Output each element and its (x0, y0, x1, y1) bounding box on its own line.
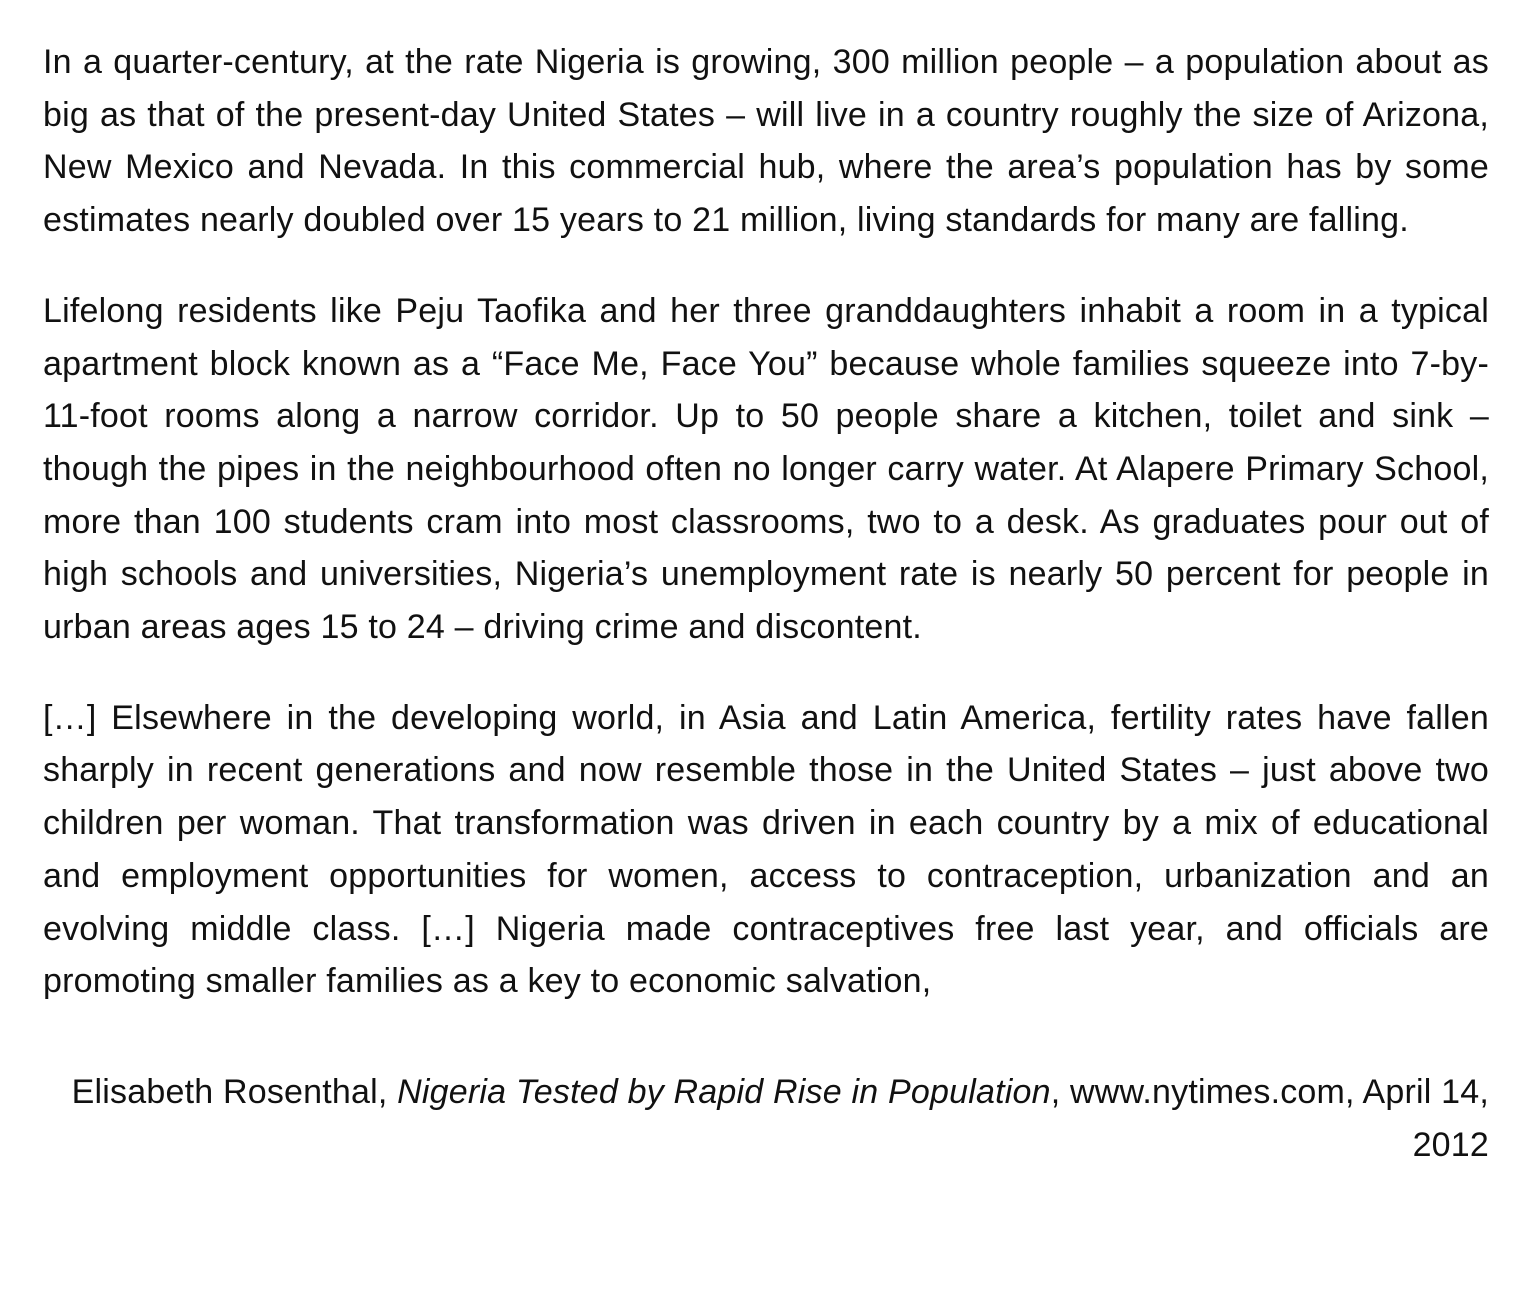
paragraph-3: […] Elsewhere in the developing world, in Asia and Latin America, fertility rates have fallen sharply in recent generations and now resemble those in the United States – just above two children per woman. That transformation was driven in each country by a mix of educational and employment opportunities for women, access to contraception, urbanization and an evolving middle class. […] Nigeria made contraceptives free last year, and officials are promoting smaller families as a key to economic salvation, (43, 698, 1489, 1001)
citation-author: Elisabeth Rosenthal, (71, 1072, 398, 1111)
paragraph-1: In a quarter-century, at the rate Nigeria is growing, 300 million people – a population about as big as that of the present-day United States – will live in a country roughly the size of Arizona, New Mexico and Nevada. In this commercial hub, where the area’s population has by some estimates nearly doubled over 15 years to 21 million, living standards for many are falling. (43, 43, 1489, 240)
document-body (43, 36, 1489, 1171)
paragraph-2: Lifelong residents like Peju Taofika and her three granddaughters inhabit a room in a typical apartment block known as a “Face Me, Face You” because whole families squeeze into 7-by-11-foot rooms along a narrow corridor. Up to 50 people share a kitchen, toilet and sink – though the pipes in the neighbourhood often no longer carry water. At Alapere Primary School, more than 100 students cram into most classrooms, two to a desk. As graduates pour out of high schools and universities, Nigeria’s unemployment rate is nearly 50 percent for people in urban areas ages 15 to 24 – driving crime and discontent. (43, 291, 1489, 647)
citation (43, 1066, 1489, 1171)
citation-source-date: , www.nytimes.com, April 14, 2012 (1050, 1072, 1489, 1164)
citation-title: Nigeria Tested by Rapid Rise in Population (397, 1072, 1051, 1111)
